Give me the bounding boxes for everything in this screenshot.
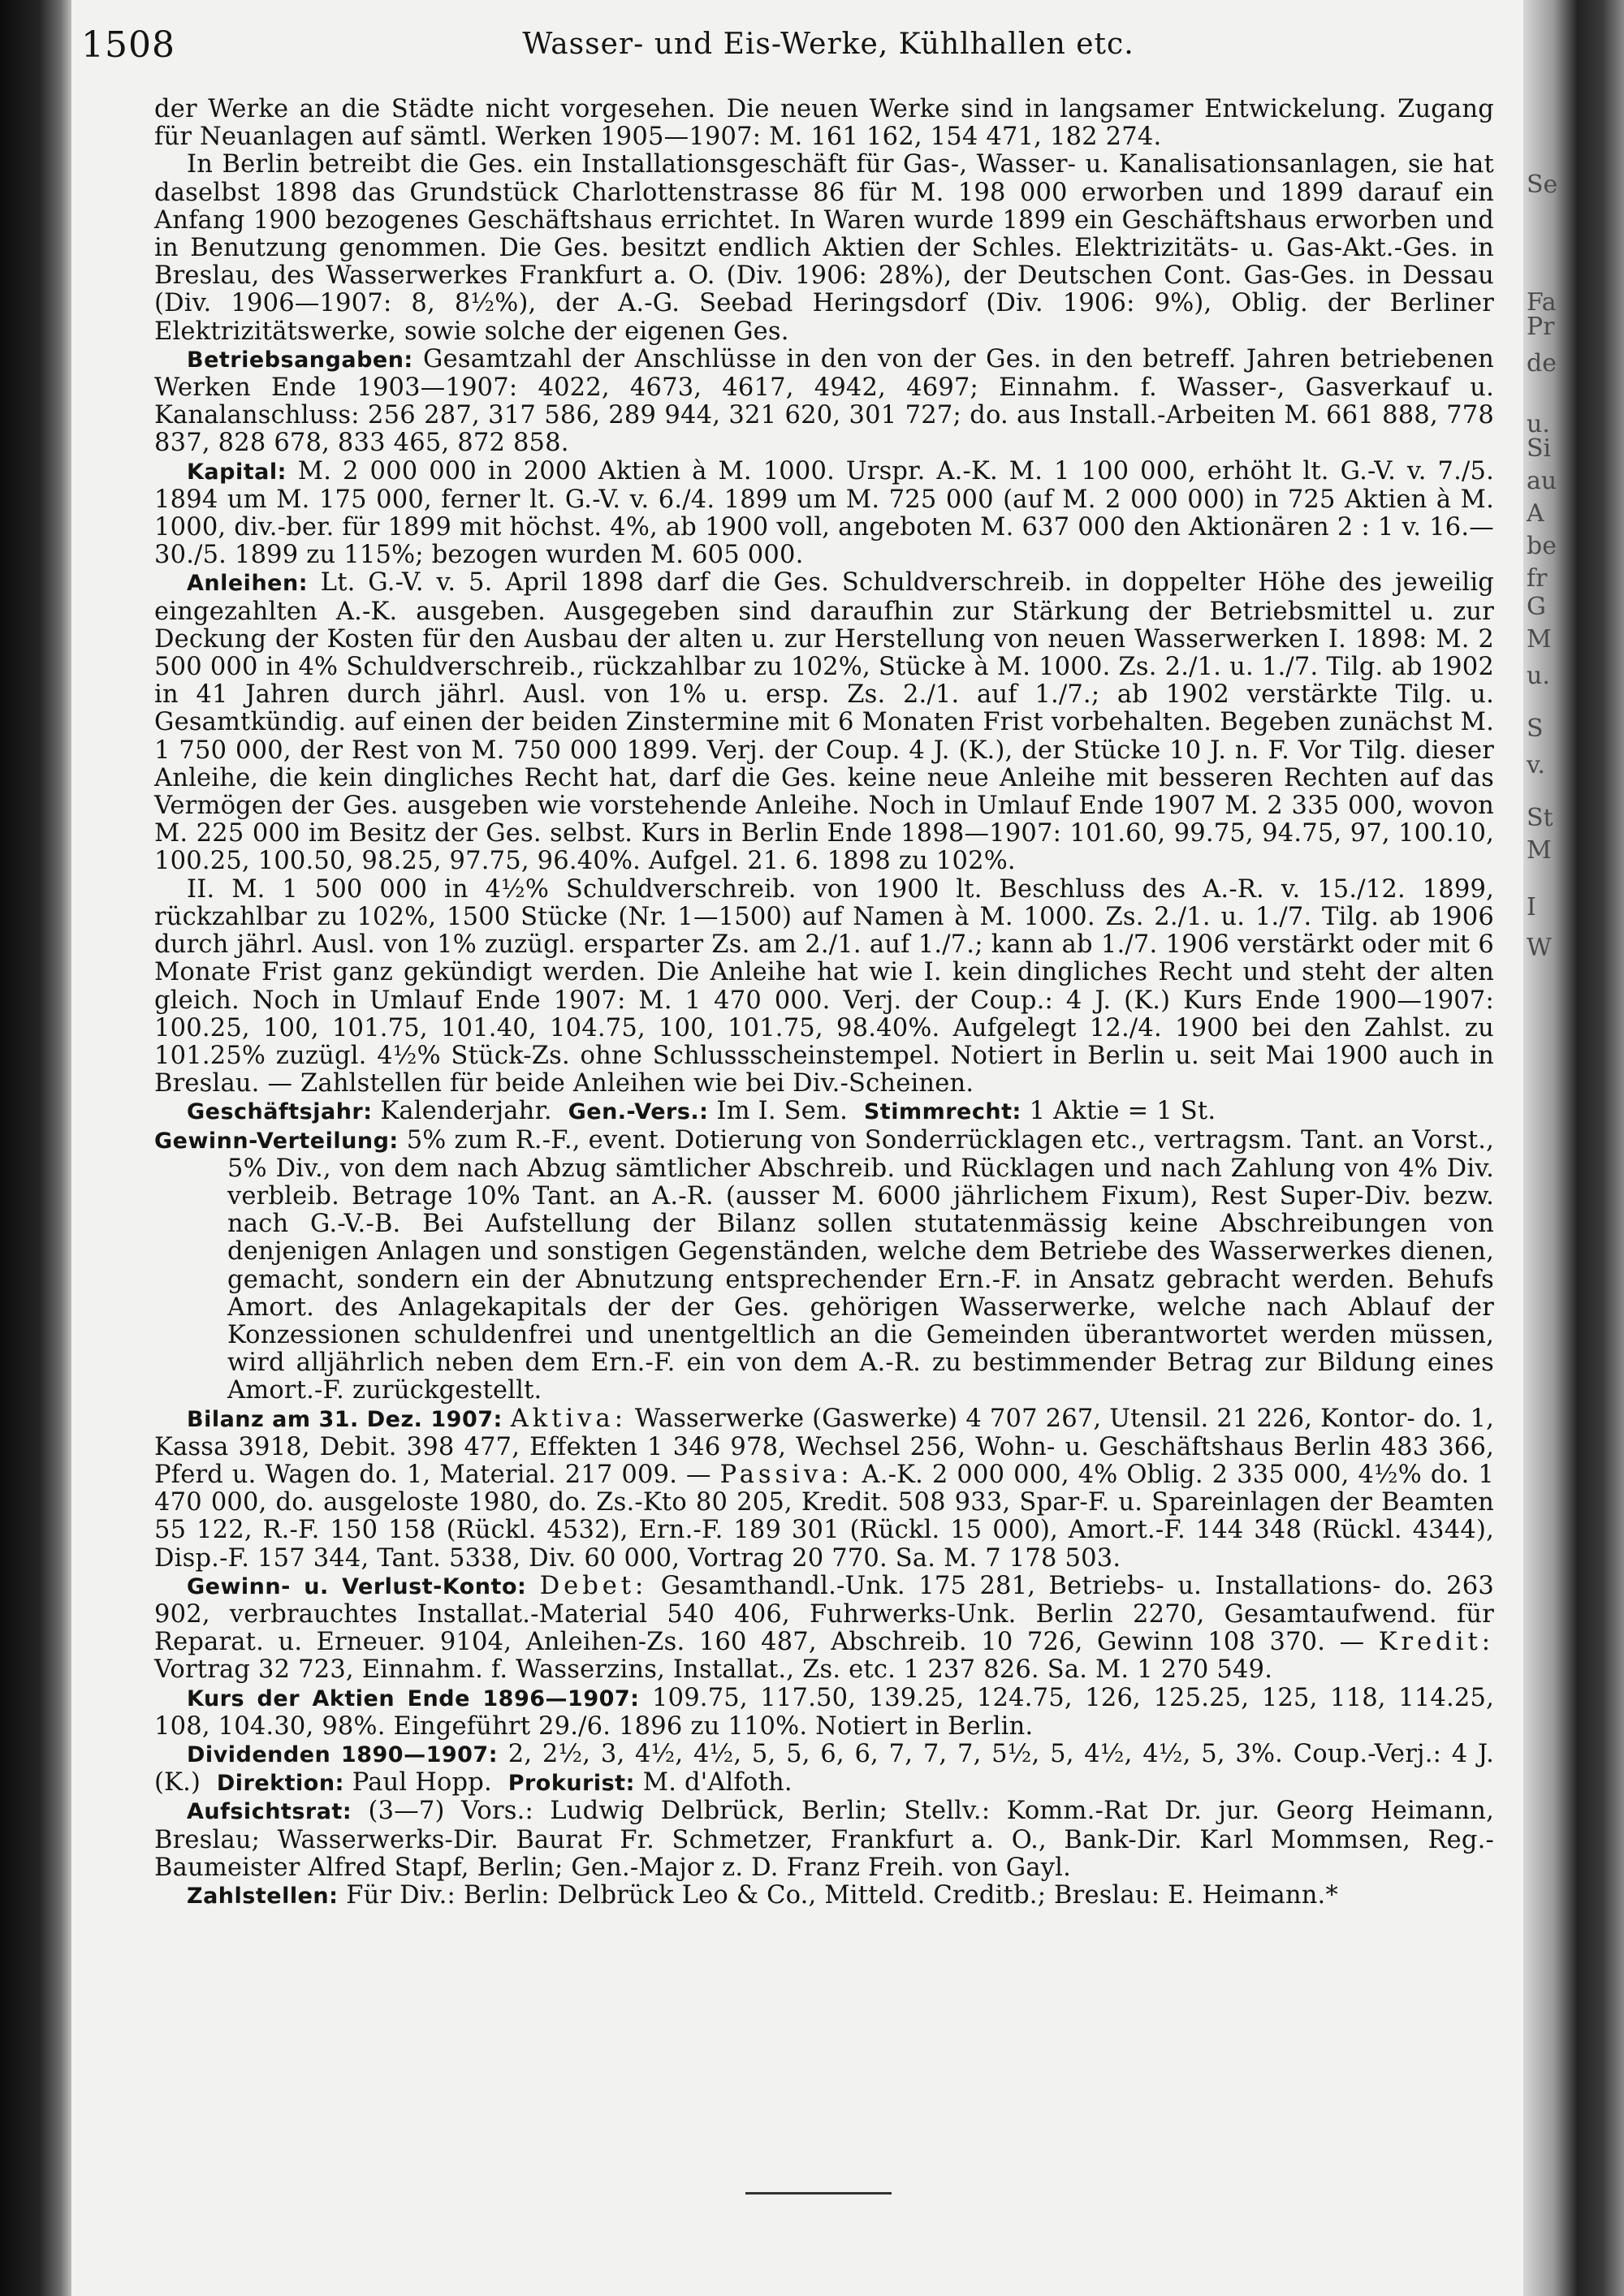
margin-fragment: A <box>1527 499 1544 528</box>
margin-fragment: I <box>1527 893 1536 921</box>
section-gewinn-verlust <box>154 1573 1494 1685</box>
page-header <box>81 24 1494 65</box>
kurs-text: 109.75, 117.50, 139.25, 124.75, 126, 125.25, 125, 118, 114.25, 108, 104.30, 98%. Eingeführt 29./6. 1896 zu 110%. Notiert in Berlin. <box>154 1683 1495 1741</box>
margin-fragment: M <box>1527 836 1552 865</box>
section-anleihen <box>154 569 1494 875</box>
margin-fragment: M <box>1527 625 1552 654</box>
section-geschaeftsjahr <box>154 1098 1494 1126</box>
section-dividenden <box>154 1741 1494 1798</box>
guv-kredit-text: Vortrag 32 723, Einnahm. f. Wasserzins, Installat., Zs. etc. 1 237 826. Sa. M. 1 270 549. <box>154 1655 1273 1685</box>
bilanz-label: Bilanz am 31. Dez. 1907: <box>187 1406 503 1432</box>
aufsichtsrat-text: (3—7) Vors.: Ludwig Delbrück, Berlin; Stellv.: Komm.-Rat Dr. jur. Georg Heimann, Breslau; Wasserwerks-Dir. Baurat Fr. Schmetzer, Frankfurt a. O., Bank-Dir. Karl Mommsen, Reg.-Baumeister Alfred Stapf, Berlin; Gen.-Major z. D. Franz Freih. von Gayl. <box>154 1797 1494 1882</box>
margin-fragment: Se <box>1527 170 1558 199</box>
gewinn-verlust-label: Gewinn- u. Verlust-Konto: <box>187 1573 527 1599</box>
section-gewinn-verteilung <box>154 1127 1494 1405</box>
margin-fragment: de <box>1527 349 1557 378</box>
guv-kredit-label: Kredit: <box>1378 1628 1494 1657</box>
gewinn-verteilung-text: 5% zum R.-F., event. Dotierung von Sonderrücklagen etc., vertragsm. Tant. an Vorst., 5% Div., von dem nach Abzug sämtlicher Abschreib. und Rücklagen und nach Zahlung von 4% Div. verbleib. Betrage 10% Tant. an A.-R. (ausser M. 6000 jährlichem Fixum), Rest Super-Div. bezw. nach G.-V.-B. Bei Aufstellung der Bilanz sollen stutatenmässig keine Abschreibungen von denjenigen Anlagen und sonstigen Gegenständen, welche dem Betriebe des Wasserwerkes dienen, gemacht, sondern ein der Abnutzung entsprechender Ern.-F. in Ansatz gebracht werden. Behufs Amort. des Anlagekapitals der der Ges. gehörigen Wasserwerke, welche nach Ablauf der Konzessionen schuldenfrei und unentgeltlich an die Gemeinden überantwortet werden müssen, wird alljährlich neben dem Ern.-F. ein von dem A.-R. zu bestimmender Betrag zur Bildung eines Amort.-F. zurückgestellt. <box>227 1125 1494 1405</box>
margin-fragment: v. <box>1527 751 1545 779</box>
guv-debet-label: Debet: <box>539 1571 648 1600</box>
paragraph-berlin: In Berlin betreibt die Ges. ein Installationsgeschäft für Gas-, Wasser- u. Kanalisationsanlagen, sie hat daselbst 1898 das Grundstück Charlottenstrasse 86 für M. 198 000 erworben und 1899 darauf ein Anfang 1900 bezogenes Geschäftshaus errichtet. In Waren wurde 1899 ein Geschäftshaus erworben und in Benutzung genommen. Die Ges. besitzt endlich Aktien der Schles. Elektrizitäts- u. Gas-Akt.-Ges. in Breslau, des Wasserwerkes Frankfurt a. O. (Div. 1906: 28%), der Deutschen Cont. Gas-Ges. in Dessau (Div. 1906—1907: 8, 8½%), der A.-G. Seebad Heringsdorf (Div. 1906: 9%), Oblig. der Berliner Elektrizitätswerke, sowie solche der eigenen Ges. <box>154 150 1494 346</box>
section-zahlstellen <box>154 1882 1494 1910</box>
margin-fragment: Fa <box>1527 288 1557 317</box>
stimmrecht-text: 1 Aktie = 1 St. <box>1021 1097 1216 1126</box>
betriebsangaben-text: Gesamtzahl der Anschlüsse in den von der Ges. in den betreff. Jahren betriebenen Werken Ende 1903—1907: 4022, 4673, 4617, 4942, 4697; Einnahm. f. Wasser-, Gasverkauf u. Kanalanschluss: 256 287, 317 586, 289 944, 321 620, 301 727; do. aus Install.-Arbeiten M. 661 888, 778 837, 828 678, 833 465, 872 858. <box>154 344 1494 458</box>
bilanz-passiva-text: A.-K. 2 000 000, 4% Oblig. 2 335 000, 4½% do. 1 470 000, do. ausgeloste 1980, do. Zs.-Kto 80 205, Kredit. 508 933, Spar-F. u. Spareinlagen der Beamten 55 122, R.-F. 150 158 (Rückl. 4532), Ern.-F. 189 301 (Rückl. 15 000), Amort.-F. 144 348 (Rückl. 4344), Disp.-F. 157 344, Tant. 5338, Div. 60 000, Vortrag 20 770. Sa. M. 7 178 503. <box>154 1460 1494 1573</box>
guv-debet-text: Gesamthandl.-Unk. 175 281, Betriebs- u. Installations- do. 263 902, verbrauchtes Installat.-Material 540 406, Fuhrwerks-Unk. Berlin 2270, Gesamtaufwend. für Reparat. u. Erneuer. 9104, Anleihen-Zs. 160 487, Abschreib. 10 726, Gewinn 108 370. — <box>154 1571 1494 1657</box>
aufsichtsrat-label: Aufsichtsrat: <box>187 1799 352 1825</box>
margin-fragment: fr <box>1527 564 1548 593</box>
stimmrecht-label: Stimmrecht: <box>863 1099 1021 1125</box>
gen-vers-label: Gen.-Vers.: <box>568 1099 709 1125</box>
kapital-text: M. 2 000 000 in 2000 Aktien à M. 1000. Urspr. A.-K. M. 1 100 000, erhöht lt. G.-V. v. 7./5. 1894 um M. 175 000, ferner lt. G.-V. v. 6./4. 1899 um M. 725 000 (auf M. 2 000 000) in 725 Aktien à M. 1000, div.-ber. für 1899 mit höchst. 4%, ab 1900 voll, angeboten M. 637 000 den Aktionären 2 : 1 v. 16.—30./5. 1899 zu 115%; bezogen wurden M. 605 000. <box>154 456 1494 570</box>
bilanz-aktiva-label: Aktiva: <box>510 1404 627 1433</box>
section-anleihe-ii: II. M. 1 500 000 in 4½% Schuldverschreib. von 1900 lt. Beschluss des A.-R. v. 15./12. 1899, rückzahlbar zu 102%, 1500 Stücke (Nr. 1—1500) auf Namen à M. 1000. Zs. 2./1. u. 1./7. Tilg. ab 1906 durch jährl. Ausl. von 1% zuzügl. ersparter Zs. am 2./1. auf 1./7.; kann ab 1./7. 1906 verstärkt oder mit 6 Monate Frist ganz gekündigt werden. Die Anleihe hat wie I. kein dingliches Recht und steht der alten gleich. Noch in Umlauf Ende 1907: M. 1 470 000. Verj. der Coup.: 4 J. (K.) Kurs Ende 1900—1907: 100.25, 100, 101.75, 101.40, 104.75, 100, 101.75, 98.40%. Aufgelegt 12./4. 1900 bei den Zahlst. zu 101.25% zuzügl. 4½% Stück-Zs. ohne Schlussscheinstempel. Notiert in Berlin u. seit Mai 1900 auch in Breslau. — Zahlstellen für beide Anleihen wie bei Div.-Scheinen. <box>154 874 1494 1098</box>
geschaeftsjahr-text: Kalenderjahr. <box>372 1097 552 1126</box>
margin-fragment: S <box>1527 714 1544 743</box>
section-betriebsangaben <box>154 346 1494 458</box>
margin-fragment: u. <box>1527 410 1550 438</box>
direktion-text: Paul Hopp. <box>343 1768 492 1798</box>
margin-fragment: St <box>1527 804 1553 832</box>
gen-vers-text: Im I. Sem. <box>708 1097 849 1126</box>
section-bilanz <box>154 1405 1494 1573</box>
end-rule <box>745 2192 892 2195</box>
prokurist-label: Prokurist: <box>508 1771 635 1797</box>
margin-fragment: be <box>1527 532 1557 560</box>
gewinn-verteilung-label: Gewinn-Verteilung: <box>154 1128 399 1154</box>
prokurist-text: M. d'Alfoth. <box>634 1768 793 1798</box>
running-head: Wasser- und Eis-Werke, Kühlhallen etc. <box>522 28 1134 61</box>
zahlstellen-label: Zahlstellen: <box>187 1884 339 1909</box>
section-kapital <box>154 458 1494 570</box>
kapital-label: Kapital: <box>187 459 287 485</box>
zahlstellen-text: Für Div.: Berlin: Delbrück Leo & Co., Mitteld. Creditb.; Breslau: E. Heimann.* <box>338 1881 1338 1910</box>
betriebsangaben-label: Betriebsangaben: <box>187 347 413 373</box>
anleihen-label: Anleihen: <box>187 571 308 597</box>
margin-fragment: Pr <box>1527 313 1555 341</box>
bilanz-aktiva-text: Wasserwerke (Gaswerke) 4 707 267, Utensil. 21 226, Kontor- do. 1, Kassa 3918, Debit. 398 477, Effekten 1 346 978, Wechsel 256, Wohn- u. Geschäftshaus Berlin 483 366, Pferd u. Wagen do. 1, Material. 217 009. — <box>154 1404 1494 1489</box>
section-aufsichtsrat <box>154 1798 1494 1882</box>
margin-fragment: W <box>1527 934 1552 962</box>
margin-fragment: G <box>1527 593 1546 621</box>
body-text <box>154 96 1494 1910</box>
direktion-label: Direktion: <box>216 1771 344 1797</box>
bilanz-passiva-label: Passiva: <box>719 1460 853 1489</box>
anleihen-text: Lt. G.-V. v. 5. April 1898 darf die Ges. Schuldverschreib. in doppelter Höhe des jeweilig eingezahlten A.-K. ausgeben. Ausgegeben sind daraufhin zur Stärkung der Betriebsmittel u. zur Deckung der Kosten für den Ausbau der alten u. zur Herstellung von neuen Wasserwerken I. 1898: M. 2 500 000 in 4% Schuldverschreib., rückzahlbar zu 102%, Stücke à M. 1000. Zs. 2./1. u. 1./7. Tilg. ab 1902 in 41 Jahren durch jährl. Ausl. von 1% u. ersp. Zs. 2./1. auf 1./7.; ab 1902 verstärkte Tilg. u. Gesamtkündig. auf einen der beiden Zinstermine mit 6 Monaten Frist vorbehalten. Begeben zunächst M. 1 750 000, der Rest von M. 750 000 1899. Verj. der Coup. 4 J. (K.), der Stücke 10 J. n. F. Vor Tilg. dieser Anleihe, die kein dingliches Recht hat, darf die Ges. keine neue Anleihe mit besseren Rechten auf das Vermögen der Ges. ausgeben wie vorstehende Anleihe. Noch in Umlauf Ende 1907 M. 2 335 000, wovon M. 225 000 im Besitz der Ges. selbst. Kurs in Berlin Ende 1898—1907: 101.60, 99.75, 94.75, 97, 100.10, 100.25, 100.50, 98.25, 97.75, 96.40%. Aufgel. 21. 6. 1898 zu 102%. <box>154 568 1494 876</box>
section-kurs <box>154 1685 1494 1741</box>
margin-fragment: u. <box>1527 662 1550 690</box>
scan-right-border <box>1523 0 1624 2296</box>
geschaeftsjahr-label: Geschäftsjahr: <box>187 1099 373 1125</box>
kurs-label: Kurs der Aktien Ende 1896—1907: <box>187 1685 640 1711</box>
margin-fragment: Si <box>1527 434 1552 463</box>
paragraph-continuation: der Werke an die Städte nicht vorgesehen. Die neuen Werke sind in langsamer Entwickelung. Zugang für Neuanlagen auf sämtl. Werken 1905—1907: M. 161 162, 154 471, 182 274. <box>154 95 1494 152</box>
dividenden-text: 2, 2½, 3, 4½, 4½, 5, 5, 6, 6, 7, 7, 7, 5½, 5, 4½, 4½, 5, 3%. Coup.-Verj.: 4 J. (K.) <box>154 1739 1494 1798</box>
margin-fragment: au <box>1527 467 1557 495</box>
scan-left-border <box>0 0 71 2296</box>
dividenden-label: Dividenden 1890—1907: <box>187 1741 499 1767</box>
page-number: 1508 <box>81 24 175 66</box>
